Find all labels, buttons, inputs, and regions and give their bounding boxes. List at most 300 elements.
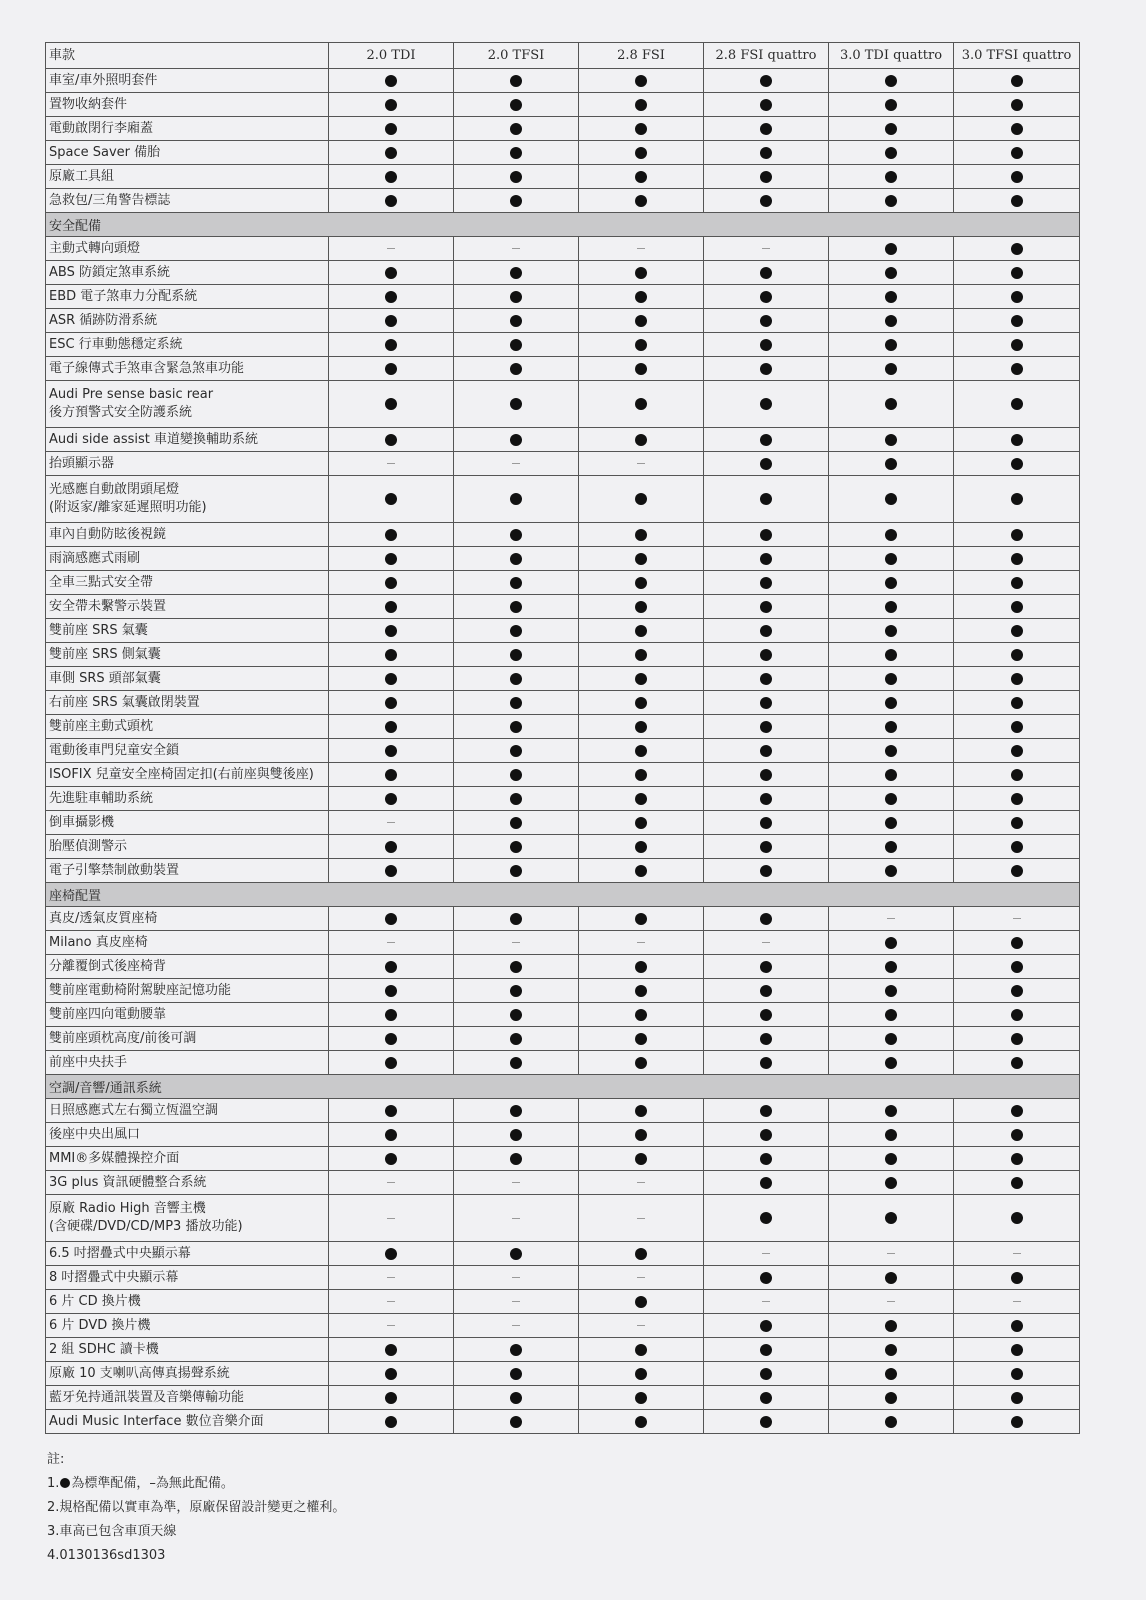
cell-standard xyxy=(454,643,579,667)
not-available-dash-icon xyxy=(637,1277,645,1278)
cell-standard xyxy=(329,523,454,547)
not-available-dash-icon xyxy=(512,1182,520,1183)
standard-dot-icon xyxy=(885,697,897,709)
standard-dot-icon xyxy=(1011,1033,1023,1045)
cell-not-available xyxy=(329,1266,454,1290)
standard-dot-icon xyxy=(510,1009,522,1021)
cell-not-available xyxy=(579,237,704,261)
standard-dot-icon xyxy=(760,1033,772,1045)
cell-standard xyxy=(829,261,954,285)
feature-label xyxy=(46,859,329,883)
standard-dot-icon xyxy=(760,147,772,159)
section-title: 安全配備 xyxy=(46,213,1080,237)
cell-standard xyxy=(829,428,954,452)
cell-standard xyxy=(954,955,1080,979)
cell-standard xyxy=(579,571,704,595)
cell-standard xyxy=(454,1410,579,1434)
cell-standard xyxy=(579,859,704,883)
standard-dot-icon xyxy=(760,1153,772,1165)
standard-dot-icon xyxy=(510,171,522,183)
cell-standard xyxy=(329,117,454,141)
table-row xyxy=(46,452,1080,476)
standard-dot-icon xyxy=(760,553,772,565)
feature-name: ASR 循跡防滑系統 xyxy=(49,312,158,328)
cell-standard xyxy=(829,979,954,1003)
standard-dot-icon xyxy=(885,625,897,637)
standard-dot-icon xyxy=(1011,721,1023,733)
cell-standard xyxy=(454,1123,579,1147)
cell-standard xyxy=(954,739,1080,763)
standard-dot-icon xyxy=(1011,195,1023,207)
cell-standard xyxy=(329,1123,454,1147)
feature-name: MMI®多媒體操控介面 xyxy=(49,1150,180,1166)
cell-standard xyxy=(454,955,579,979)
not-available-dash-icon xyxy=(762,248,770,249)
cell-standard xyxy=(829,1027,954,1051)
standard-dot-icon xyxy=(385,1033,397,1045)
cell-standard xyxy=(704,667,829,691)
not-available-dash-icon xyxy=(637,942,645,943)
cell-standard xyxy=(329,1362,454,1386)
standard-dot-icon xyxy=(1011,243,1023,255)
standard-dot-icon xyxy=(1011,745,1023,757)
cell-standard xyxy=(829,1314,954,1338)
feature-name: 6.5 吋摺疊式中央顯示幕 xyxy=(49,1245,191,1261)
standard-dot-icon xyxy=(1011,529,1023,541)
cell-standard xyxy=(704,715,829,739)
not-available-dash-icon xyxy=(387,1301,395,1302)
model-header: 2.0 TFSI xyxy=(454,43,579,69)
standard-dot-icon xyxy=(1011,1320,1023,1332)
feature-label xyxy=(46,261,329,285)
cell-standard xyxy=(704,1051,829,1075)
cell-standard xyxy=(954,428,1080,452)
cell-standard xyxy=(704,1338,829,1362)
standard-dot-icon xyxy=(510,339,522,351)
cell-standard xyxy=(704,452,829,476)
standard-dot-icon xyxy=(385,721,397,733)
feature-name: Audi Music Interface 數位音樂介面 xyxy=(49,1413,264,1429)
cell-standard xyxy=(829,835,954,859)
cell-standard xyxy=(579,165,704,189)
standard-dot-icon xyxy=(635,339,647,351)
cell-standard xyxy=(454,357,579,381)
cell-standard xyxy=(704,571,829,595)
cell-standard xyxy=(454,1362,579,1386)
cell-standard xyxy=(454,428,579,452)
cell-not-available xyxy=(579,452,704,476)
table-row xyxy=(46,1290,1080,1314)
standard-dot-icon xyxy=(635,649,647,661)
standard-dot-icon xyxy=(510,721,522,733)
standard-dot-icon xyxy=(1011,769,1023,781)
table-row xyxy=(46,691,1080,715)
cell-standard xyxy=(704,69,829,93)
feature-label xyxy=(46,955,329,979)
feature-label xyxy=(46,428,329,452)
cell-standard xyxy=(954,787,1080,811)
cell-standard xyxy=(829,811,954,835)
cell-not-available xyxy=(329,811,454,835)
feature-name: 原廠 10 支喇叭高傳真揚聲系統 xyxy=(49,1365,230,1381)
standard-dot-icon xyxy=(385,339,397,351)
spec-sheet xyxy=(45,42,1079,1434)
standard-dot-icon xyxy=(635,1033,647,1045)
cell-standard xyxy=(579,189,704,213)
standard-dot-icon xyxy=(1011,817,1023,829)
not-available-dash-icon xyxy=(387,463,395,464)
feature-name: 雙前座 SRS 氣囊 xyxy=(49,622,148,638)
cell-standard xyxy=(829,715,954,739)
standard-dot-icon xyxy=(885,793,897,805)
standard-dot-icon xyxy=(385,267,397,279)
standard-dot-icon xyxy=(1011,398,1023,410)
cell-standard xyxy=(954,476,1080,523)
cell-standard xyxy=(329,333,454,357)
cell-standard xyxy=(329,1338,454,1362)
standard-dot-icon xyxy=(635,1392,647,1404)
cell-standard xyxy=(704,1123,829,1147)
cell-standard xyxy=(829,1266,954,1290)
cell-standard xyxy=(329,619,454,643)
standard-dot-icon xyxy=(885,291,897,303)
standard-dot-icon xyxy=(635,745,647,757)
table-row xyxy=(46,643,1080,667)
cell-standard xyxy=(704,381,829,428)
table-row xyxy=(46,309,1080,333)
table-row xyxy=(46,811,1080,835)
feature-name: 先進駐車輔助系統 xyxy=(49,790,154,806)
feature-label xyxy=(46,811,329,835)
cell-standard xyxy=(329,285,454,309)
feature-label xyxy=(46,1003,329,1027)
cell-standard xyxy=(579,907,704,931)
cell-not-available xyxy=(454,1195,579,1242)
cell-standard xyxy=(579,261,704,285)
cell-not-available xyxy=(829,1242,954,1266)
standard-dot-icon xyxy=(885,195,897,207)
table-row xyxy=(46,931,1080,955)
standard-dot-icon xyxy=(1011,1057,1023,1069)
cell-standard xyxy=(579,1003,704,1027)
cell-standard xyxy=(954,1266,1080,1290)
table-row xyxy=(46,667,1080,691)
standard-dot-icon xyxy=(885,769,897,781)
feature-name: 全車三點式安全帶 xyxy=(49,574,154,590)
cell-not-available xyxy=(329,1171,454,1195)
feature-name: 日照感應式左右獨立恆溫空調 xyxy=(49,1102,219,1118)
standard-dot-icon xyxy=(760,1009,772,1021)
feature-name: 3G plus 資訊硬體整合系統 xyxy=(49,1174,207,1190)
table-row xyxy=(46,859,1080,883)
cell-standard xyxy=(829,452,954,476)
feature-name: 原廠工具組 xyxy=(49,168,115,184)
standard-dot-icon xyxy=(385,1248,397,1260)
cell-standard xyxy=(454,93,579,117)
cell-standard xyxy=(579,69,704,93)
cell-standard xyxy=(329,93,454,117)
cell-standard xyxy=(454,811,579,835)
standard-dot-icon xyxy=(385,99,397,111)
note-2: 2.規格配備以實車為準，原廠保留設計變更之權利。 xyxy=(47,1500,346,1515)
standard-dot-icon xyxy=(385,1129,397,1141)
feature-label xyxy=(46,237,329,261)
not-available-dash-icon xyxy=(1013,1253,1021,1254)
cell-standard xyxy=(454,571,579,595)
cell-standard xyxy=(704,309,829,333)
cell-standard xyxy=(329,141,454,165)
feature-name: 後座中央出風口 xyxy=(49,1126,141,1142)
feature-label xyxy=(46,667,329,691)
standard-dot-icon xyxy=(1011,1009,1023,1021)
feature-name: 光感應自動啟閉頭尾燈 xyxy=(49,482,180,497)
cell-standard xyxy=(954,1171,1080,1195)
cell-standard xyxy=(954,237,1080,261)
cell-standard xyxy=(454,619,579,643)
standard-dot-icon xyxy=(760,267,772,279)
standard-dot-icon xyxy=(635,865,647,877)
table-row xyxy=(46,595,1080,619)
cell-standard xyxy=(704,835,829,859)
standard-dot-icon xyxy=(1011,267,1023,279)
cell-standard xyxy=(579,811,704,835)
standard-dot-icon xyxy=(1011,1129,1023,1141)
standard-dot-icon xyxy=(510,673,522,685)
cell-standard xyxy=(579,787,704,811)
standard-dot-icon xyxy=(385,1368,397,1380)
not-available-dash-icon xyxy=(637,1218,645,1219)
not-available-dash-icon xyxy=(512,248,520,249)
feature-name: ESC 行車動態穩定系統 xyxy=(49,336,183,352)
not-available-dash-icon xyxy=(762,942,770,943)
cell-standard xyxy=(954,1338,1080,1362)
cell-standard xyxy=(329,189,454,213)
standard-dot-icon xyxy=(885,745,897,757)
feature-name: 真皮/透氣皮質座椅 xyxy=(49,910,158,926)
feature-name: 電子引擎禁制啟動裝置 xyxy=(49,862,180,878)
cell-standard xyxy=(829,1051,954,1075)
standard-dot-icon xyxy=(385,769,397,781)
cell-not-available xyxy=(954,907,1080,931)
feature-label xyxy=(46,595,329,619)
cell-standard xyxy=(954,333,1080,357)
cell-standard xyxy=(704,523,829,547)
feature-name: 雨滴感應式雨刷 xyxy=(49,550,141,566)
table-row xyxy=(46,523,1080,547)
standard-dot-icon xyxy=(1011,1177,1023,1189)
cell-standard xyxy=(954,763,1080,787)
cell-standard xyxy=(329,1027,454,1051)
doc-code: 4.0130136sd1303 xyxy=(47,1548,166,1563)
cell-standard xyxy=(329,979,454,1003)
standard-dot-icon xyxy=(885,1177,897,1189)
standard-dot-icon xyxy=(510,99,522,111)
standard-dot-icon xyxy=(1011,553,1023,565)
cell-standard xyxy=(954,117,1080,141)
standard-dot-icon xyxy=(635,841,647,853)
model-header: 3.0 TFSI quattro xyxy=(954,43,1080,69)
cell-not-available xyxy=(454,1314,579,1338)
feature-label xyxy=(46,1242,329,1266)
cell-standard xyxy=(579,715,704,739)
cell-standard xyxy=(954,165,1080,189)
cell-standard xyxy=(454,1051,579,1075)
feature-name-line2: 後方預警式安全防護系統 xyxy=(49,405,193,420)
table-row xyxy=(46,715,1080,739)
cell-standard xyxy=(954,1003,1080,1027)
feature-label xyxy=(46,285,329,309)
standard-dot-icon xyxy=(885,553,897,565)
standard-dot-icon xyxy=(635,434,647,446)
not-available-dash-icon xyxy=(387,1277,395,1278)
standard-dot-icon xyxy=(385,315,397,327)
cell-standard xyxy=(829,1003,954,1027)
standard-dot-icon xyxy=(885,123,897,135)
cell-standard xyxy=(579,1290,704,1314)
standard-dot-icon xyxy=(1011,673,1023,685)
cell-standard xyxy=(329,1410,454,1434)
cell-standard xyxy=(704,1410,829,1434)
cell-standard xyxy=(954,1386,1080,1410)
feature-label xyxy=(46,333,329,357)
cell-standard xyxy=(954,619,1080,643)
standard-dot-icon xyxy=(635,171,647,183)
cell-standard xyxy=(329,476,454,523)
cell-standard xyxy=(454,1338,579,1362)
standard-dot-icon xyxy=(385,1009,397,1021)
cell-standard xyxy=(329,763,454,787)
standard-dot-icon xyxy=(760,434,772,446)
feature-label xyxy=(46,547,329,571)
cell-standard xyxy=(579,1242,704,1266)
cell-standard xyxy=(579,763,704,787)
standard-dot-icon xyxy=(760,195,772,207)
cell-standard xyxy=(579,955,704,979)
feature-name: ABS 防鎖定煞車系統 xyxy=(49,264,170,280)
standard-dot-icon xyxy=(635,697,647,709)
standard-dot-icon xyxy=(885,865,897,877)
table-row xyxy=(46,547,1080,571)
not-available-dash-icon xyxy=(887,1301,895,1302)
standard-dot-icon xyxy=(635,75,647,87)
feature-name: 雙前座頭枕高度/前後可調 xyxy=(49,1030,197,1046)
standard-dot-icon xyxy=(510,769,522,781)
feature-name: 雙前座電動椅附駕駛座記憶功能 xyxy=(49,982,232,998)
standard-dot-icon xyxy=(760,625,772,637)
cell-standard xyxy=(454,523,579,547)
standard-dot-icon xyxy=(760,458,772,470)
cell-not-available xyxy=(454,931,579,955)
table-row xyxy=(46,93,1080,117)
standard-dot-icon xyxy=(385,147,397,159)
cell-standard xyxy=(704,1386,829,1410)
standard-dot-icon xyxy=(760,1177,772,1189)
cell-not-available xyxy=(704,1242,829,1266)
cell-standard xyxy=(454,691,579,715)
cell-standard xyxy=(579,1027,704,1051)
cell-standard xyxy=(954,715,1080,739)
cell-standard xyxy=(579,523,704,547)
cell-standard xyxy=(579,357,704,381)
cell-standard xyxy=(329,381,454,428)
table-row xyxy=(46,979,1080,1003)
cell-standard xyxy=(579,1386,704,1410)
standard-dot-icon xyxy=(760,577,772,589)
standard-dot-icon xyxy=(510,315,522,327)
cell-standard xyxy=(454,739,579,763)
section-title: 座椅配置 xyxy=(46,883,1080,907)
standard-dot-icon xyxy=(385,1153,397,1165)
standard-dot-icon xyxy=(760,99,772,111)
standard-dot-icon xyxy=(635,625,647,637)
cell-standard xyxy=(829,476,954,523)
standard-dot-icon xyxy=(1011,793,1023,805)
feature-name: 主動式轉向頭燈 xyxy=(49,240,141,256)
feature-label xyxy=(46,1290,329,1314)
cell-standard xyxy=(954,285,1080,309)
cell-standard xyxy=(454,333,579,357)
standard-dot-icon xyxy=(760,123,772,135)
standard-dot-icon xyxy=(760,841,772,853)
cell-standard xyxy=(829,69,954,93)
standard-dot-icon xyxy=(635,123,647,135)
standard-dot-icon xyxy=(885,1416,897,1428)
standard-dot-icon xyxy=(1011,985,1023,997)
standard-dot-icon xyxy=(635,1153,647,1165)
standard-dot-icon xyxy=(885,99,897,111)
standard-dot-icon xyxy=(760,363,772,375)
feature-label xyxy=(46,787,329,811)
standard-dot-icon xyxy=(510,1248,522,1260)
cell-standard xyxy=(329,595,454,619)
standard-dot-icon xyxy=(510,75,522,87)
cell-standard xyxy=(829,1147,954,1171)
feature-label xyxy=(46,476,329,523)
cell-standard xyxy=(579,739,704,763)
feature-label xyxy=(46,1147,329,1171)
not-available-dash-icon xyxy=(387,942,395,943)
standard-dot-icon xyxy=(885,1272,897,1284)
not-available-dash-icon xyxy=(512,1277,520,1278)
feature-name: 雙前座四向電動腰靠 xyxy=(49,1006,167,1022)
cell-standard xyxy=(954,811,1080,835)
cell-standard xyxy=(704,979,829,1003)
cell-standard xyxy=(329,69,454,93)
cell-standard xyxy=(454,476,579,523)
table-row xyxy=(46,1362,1080,1386)
cell-standard xyxy=(829,1171,954,1195)
table-row xyxy=(46,1123,1080,1147)
cell-standard xyxy=(579,333,704,357)
feature-name: Audi Pre sense basic rear xyxy=(49,387,214,402)
cell-standard xyxy=(454,715,579,739)
feature-label xyxy=(46,835,329,859)
standard-dot-icon xyxy=(760,1344,772,1356)
standard-dot-icon xyxy=(510,793,522,805)
standard-dot-icon xyxy=(385,625,397,637)
cell-standard xyxy=(954,595,1080,619)
standard-dot-icon xyxy=(1011,147,1023,159)
standard-dot-icon xyxy=(1011,363,1023,375)
standard-dot-icon xyxy=(885,1392,897,1404)
standard-dot-icon xyxy=(885,243,897,255)
feature-name: 右前座 SRS 氣囊啟閉裝置 xyxy=(49,694,200,710)
cell-standard xyxy=(579,93,704,117)
feature-label xyxy=(46,691,329,715)
cell-standard xyxy=(329,955,454,979)
feature-label xyxy=(46,381,329,428)
model-header: 2.0 TDI xyxy=(329,43,454,69)
